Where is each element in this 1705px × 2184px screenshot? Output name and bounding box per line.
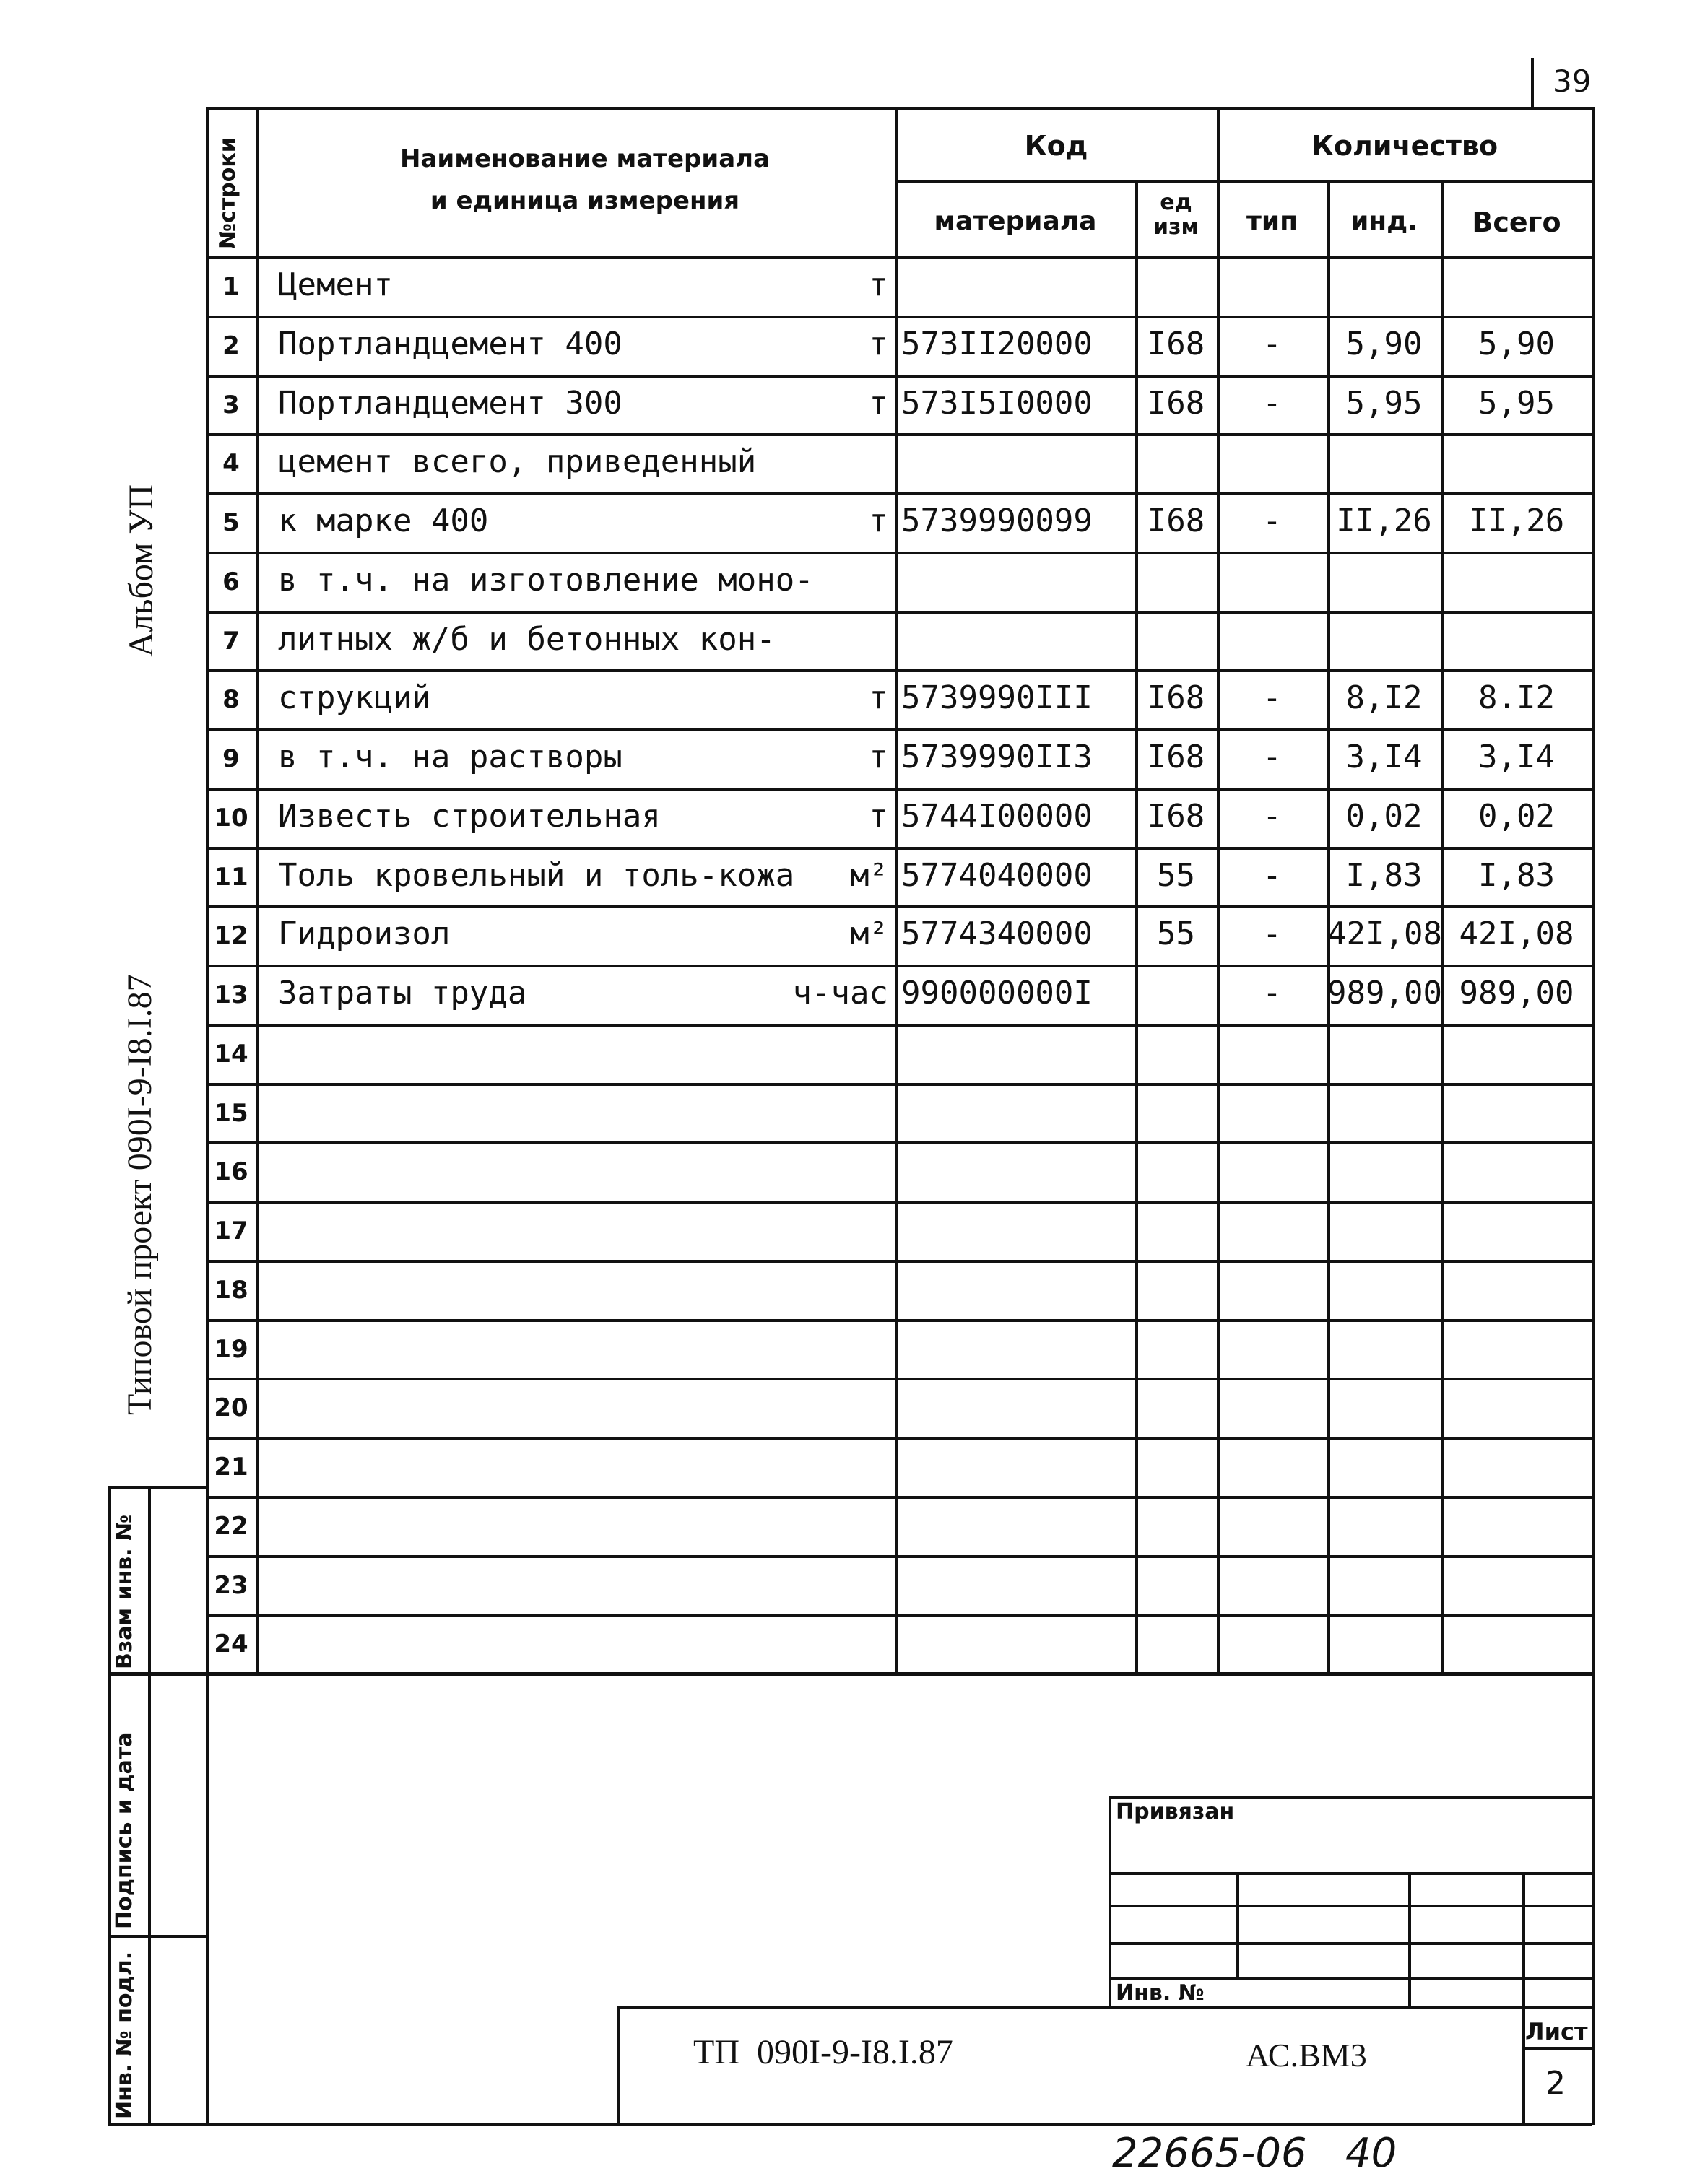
archive-number: 22665-06 40 xyxy=(1112,2130,1397,2177)
row-divider xyxy=(206,1024,1592,1027)
cell-unit: ч-час xyxy=(792,975,888,1011)
row-divider xyxy=(206,965,1592,967)
row-divider xyxy=(206,847,1592,850)
header-code: Код xyxy=(1024,130,1088,162)
cell-code: 5774340000 xyxy=(901,915,1093,953)
cell-code: 573I5I0000 xyxy=(901,384,1093,422)
row-divider xyxy=(206,552,1592,554)
cell-code: 5739990II3 xyxy=(901,739,1093,775)
cell-name: в т.ч. на изготовление моно- xyxy=(278,561,814,599)
row-divider xyxy=(206,611,1592,614)
bound-label: Привязан xyxy=(1116,1799,1235,1824)
cell-unit: т xyxy=(869,503,888,539)
project-label: Типовой проект 090I-9-I8.I.87 xyxy=(121,974,159,1415)
row-number: 6 xyxy=(222,567,240,596)
cell-name: литных ж/б и бетонных кон- xyxy=(278,620,776,658)
row-divider xyxy=(206,375,1592,378)
cell-code: 5739990III xyxy=(901,679,1093,717)
cell-name: Затраты труда xyxy=(278,975,527,1011)
row-number: 14 xyxy=(214,1039,248,1069)
cell-ind: 8,I2 xyxy=(1345,679,1423,717)
cell-name: Портландцемент 300 xyxy=(278,384,622,422)
row-divider xyxy=(206,492,1592,495)
row-divider xyxy=(206,1201,1592,1204)
cell-ind: 0,02 xyxy=(1345,797,1423,835)
row-divider xyxy=(206,1496,1592,1499)
row-number: 17 xyxy=(214,1217,248,1245)
document-code: ТП 090I-9-I8.I.87 xyxy=(693,2033,953,2071)
row-number: 13 xyxy=(214,980,248,1009)
cell-name: цемент всего, приведенный xyxy=(278,443,757,481)
row-number: 4 xyxy=(222,449,240,479)
header-qty-total: Всего xyxy=(1472,206,1561,238)
row-number: 20 xyxy=(214,1393,248,1423)
cell-total: II,26 xyxy=(1468,503,1565,539)
row-divider xyxy=(206,1141,1592,1144)
cell-name: Толь кровельный и толь-кожа xyxy=(278,856,795,894)
row-divider xyxy=(206,433,1592,436)
cell-code: 990000000I xyxy=(901,975,1093,1011)
header-qty-ind: инд. xyxy=(1350,206,1418,236)
cell-code: 573II20000 xyxy=(901,325,1093,362)
cell-unit: т xyxy=(869,797,888,835)
row-number: 3 xyxy=(222,390,240,419)
cell-ed: I68 xyxy=(1147,739,1205,775)
cell-name: в т.ч. на растворы xyxy=(278,739,622,775)
row-divider xyxy=(206,1319,1592,1322)
cell-ed: I68 xyxy=(1147,503,1205,539)
row-number: 19 xyxy=(214,1334,248,1364)
cell-typ: - xyxy=(1262,856,1282,894)
row-number: 12 xyxy=(214,921,248,951)
header-quantity: Количество xyxy=(1311,130,1498,162)
cell-ind: I,83 xyxy=(1345,856,1423,894)
cell-total: I,83 xyxy=(1478,856,1555,894)
cell-total: 42I,08 xyxy=(1459,915,1574,953)
page-number: 39 xyxy=(1553,64,1592,99)
row-divider xyxy=(206,669,1592,672)
page-number-divider xyxy=(1531,58,1534,108)
row-number: 21 xyxy=(214,1453,248,1482)
cell-typ: - xyxy=(1262,739,1282,775)
row-divider xyxy=(206,1437,1592,1440)
stamp-label-replace-inv: Взам инв. № xyxy=(112,1514,137,1669)
row-number: 9 xyxy=(222,744,240,773)
row-divider xyxy=(206,1555,1592,1558)
header-name-line1: Наименование материала xyxy=(399,144,771,173)
row-divider xyxy=(206,905,1592,908)
row-divider xyxy=(206,788,1592,791)
cell-ind: 5,95 xyxy=(1345,384,1423,422)
cell-unit: т xyxy=(869,325,888,362)
cell-typ: - xyxy=(1262,325,1282,362)
row-number: 22 xyxy=(214,1511,248,1541)
cell-typ: - xyxy=(1262,384,1282,422)
cell-ind: 42I,08 xyxy=(1327,915,1442,953)
header-qty-type: тип xyxy=(1246,206,1298,236)
header-code-unit: ед изм xyxy=(1153,190,1199,240)
cell-code: 5744I00000 xyxy=(901,797,1093,835)
inv-number-label: Инв. № xyxy=(1116,1980,1205,2006)
cell-ind: 989,00 xyxy=(1327,975,1442,1011)
row-number: 18 xyxy=(214,1275,248,1305)
row-number: 10 xyxy=(214,803,248,832)
cell-typ: - xyxy=(1262,915,1282,953)
cell-typ: - xyxy=(1262,797,1282,835)
row-number: 24 xyxy=(214,1630,248,1659)
cell-total: 989,00 xyxy=(1459,975,1574,1011)
cell-name: Гидроизол xyxy=(278,915,451,953)
header-row-number: №строки xyxy=(215,137,240,249)
cell-ed: 55 xyxy=(1157,915,1195,953)
cell-unit: т xyxy=(869,266,888,303)
row-divider xyxy=(206,1614,1592,1617)
cell-name: Цемент xyxy=(278,266,393,303)
cell-total: 5,95 xyxy=(1478,384,1555,422)
cell-total: 5,90 xyxy=(1478,325,1555,362)
cell-ed: 55 xyxy=(1157,856,1195,894)
cell-total: 0,02 xyxy=(1478,797,1555,835)
cell-code: 5774040000 xyxy=(901,856,1093,894)
row-divider xyxy=(206,1260,1592,1263)
row-number: 23 xyxy=(214,1570,248,1600)
row-number: 8 xyxy=(222,685,240,715)
album-label: Альбом УП xyxy=(122,484,160,657)
cell-total: 3,I4 xyxy=(1478,739,1555,775)
cell-unit: т xyxy=(869,739,888,775)
header-name-line2: и единица измерения xyxy=(430,186,740,215)
cell-name: Известь строительная xyxy=(278,797,661,835)
cell-unit: т xyxy=(869,679,888,717)
row-number: 11 xyxy=(214,862,248,892)
cell-ed: I68 xyxy=(1147,384,1205,422)
row-divider xyxy=(206,316,1592,318)
cell-ind: II,26 xyxy=(1336,503,1432,539)
cell-ind: 3,I4 xyxy=(1345,739,1423,775)
cell-name: к марке 400 xyxy=(278,503,489,539)
row-divider xyxy=(206,1378,1592,1380)
cell-name: Портландцемент 400 xyxy=(278,325,622,362)
cell-unit: т xyxy=(869,384,888,422)
sheet-number: 2 xyxy=(1545,2065,1566,2102)
row-divider xyxy=(206,728,1592,731)
cell-ed: I68 xyxy=(1147,797,1205,835)
cell-typ: - xyxy=(1262,503,1282,539)
stamp-label-signature: Подпись и дата xyxy=(112,1732,137,1929)
cell-typ: - xyxy=(1262,975,1282,1011)
row-number: 7 xyxy=(222,626,240,656)
row-number: 15 xyxy=(214,1098,248,1128)
cell-ed: I68 xyxy=(1147,679,1205,717)
cell-unit: м² xyxy=(850,915,888,953)
row-number: 1 xyxy=(222,272,240,301)
cell-unit: м² xyxy=(850,856,888,894)
row-number: 5 xyxy=(222,508,240,537)
row-divider xyxy=(206,1083,1592,1086)
cell-name: струкций xyxy=(278,679,431,717)
cell-ed: I68 xyxy=(1147,325,1205,362)
cell-typ: - xyxy=(1262,679,1282,717)
sheet-label: Лист xyxy=(1525,2018,1588,2045)
cell-total: 8.I2 xyxy=(1478,679,1555,717)
stamp-label-inv-orig: Инв. № подл. xyxy=(112,1951,137,2119)
cell-ind: 5,90 xyxy=(1345,325,1423,362)
row-number: 2 xyxy=(222,331,240,360)
document-mark: АС.ВМ3 xyxy=(1246,2037,1367,2074)
cell-code: 5739990099 xyxy=(901,503,1093,539)
row-number: 16 xyxy=(214,1157,248,1187)
header-code-material: материала xyxy=(934,206,1097,236)
